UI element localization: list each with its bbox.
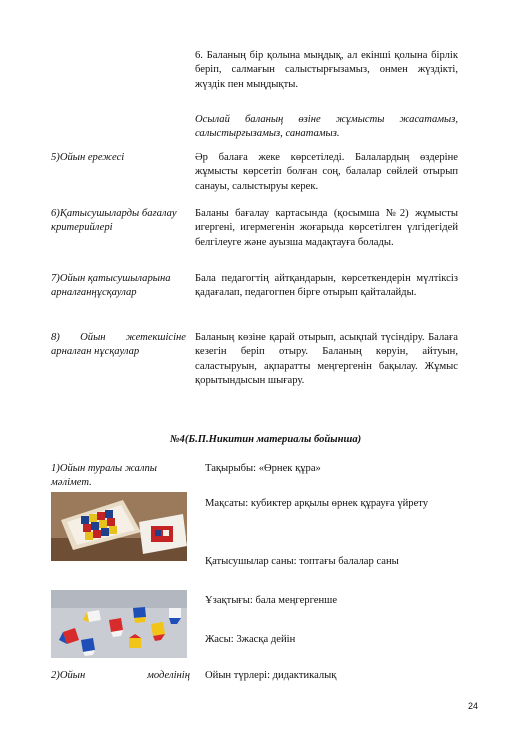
cubes-photo: [51, 590, 187, 658]
summary-note: Осылай баланың өзіне жұмысты жасатамыз, салыстырғызамыз, санатамыз.: [195, 114, 458, 140]
duration-text: Ұзақтығы: бала меңгергенше: [205, 595, 338, 606]
topic-text: Тақырыбы: «Өрнек құра»: [205, 463, 321, 474]
age-text: Жасы: 3жасқа дейін: [205, 634, 296, 645]
row-text-rules: Әр балаға жеке көрсетіледі. Балалардың өздеріне жұмысты көрсетіп болған соң, балалар сөйлей отырып санауы, салыстыруы керек.: [195, 152, 458, 192]
section-heading: №4(Б.П.Никитин материалы бойынша): [169, 434, 362, 445]
row-text-criteria: Баланы бағалау картасында (қосымша №2) жұмысты игергені, игермегенін жоғарыда көрсетілген үлгідегідей белгілеуге және ауызша мадақтауға болады.: [195, 208, 458, 248]
participants-text: Қатысушылар саны: топтағы балалар саны: [205, 556, 399, 567]
step-6-text: 6. Баланың бір қолына мыңдық, ал екінші қолына бірлік беріп, салмағын салыстырғызамыз, онмен жүздікті, жүздік пен мыңдықты.: [195, 50, 458, 90]
row-label-rules: 5)Ойын ережесі: [51, 152, 125, 163]
model-label-part-2: моделінің: [147, 670, 190, 681]
page-number: 24: [468, 701, 479, 711]
row-text-leader-instructions: Баланың көзіне қарай отырып, асықпай түсіндіру. Балаға кезегін беріп отыру. Баланың көруін, айтуын, саластыруын, ақпаратты меңгергенін бақылау. Жұмыс қорытындысын шығару.: [195, 332, 458, 387]
row-label-criteria: 6)Қатысушыларды бағалау критерийлері: [51, 208, 177, 234]
game-box-photo: [51, 492, 187, 561]
game-types-text: Ойын түрлері: дидактикалық: [205, 670, 337, 681]
goal-text: Мақсаты: кубиктер арқылы өрнек құрауға үйрету: [205, 498, 429, 509]
row-text-participant-instructions: Бала педагогтің айтқандарын, көрсеткендерін мүлтіксіз қадағалап, педагогпен бірге отырып қайталайды.: [195, 273, 458, 299]
row-label-leader-instructions: 8) Ойын жетекшісіне арналған нұсқаулар: [51, 332, 186, 358]
game-info-label: 1)Ойын туралы жалпы мәлімет.: [51, 463, 157, 489]
model-label-part-1: 2)Ойын: [51, 670, 86, 681]
row-label-participant-instructions: 7)Ойын қатысушыларына арналғанңұсқаулар: [51, 273, 171, 299]
